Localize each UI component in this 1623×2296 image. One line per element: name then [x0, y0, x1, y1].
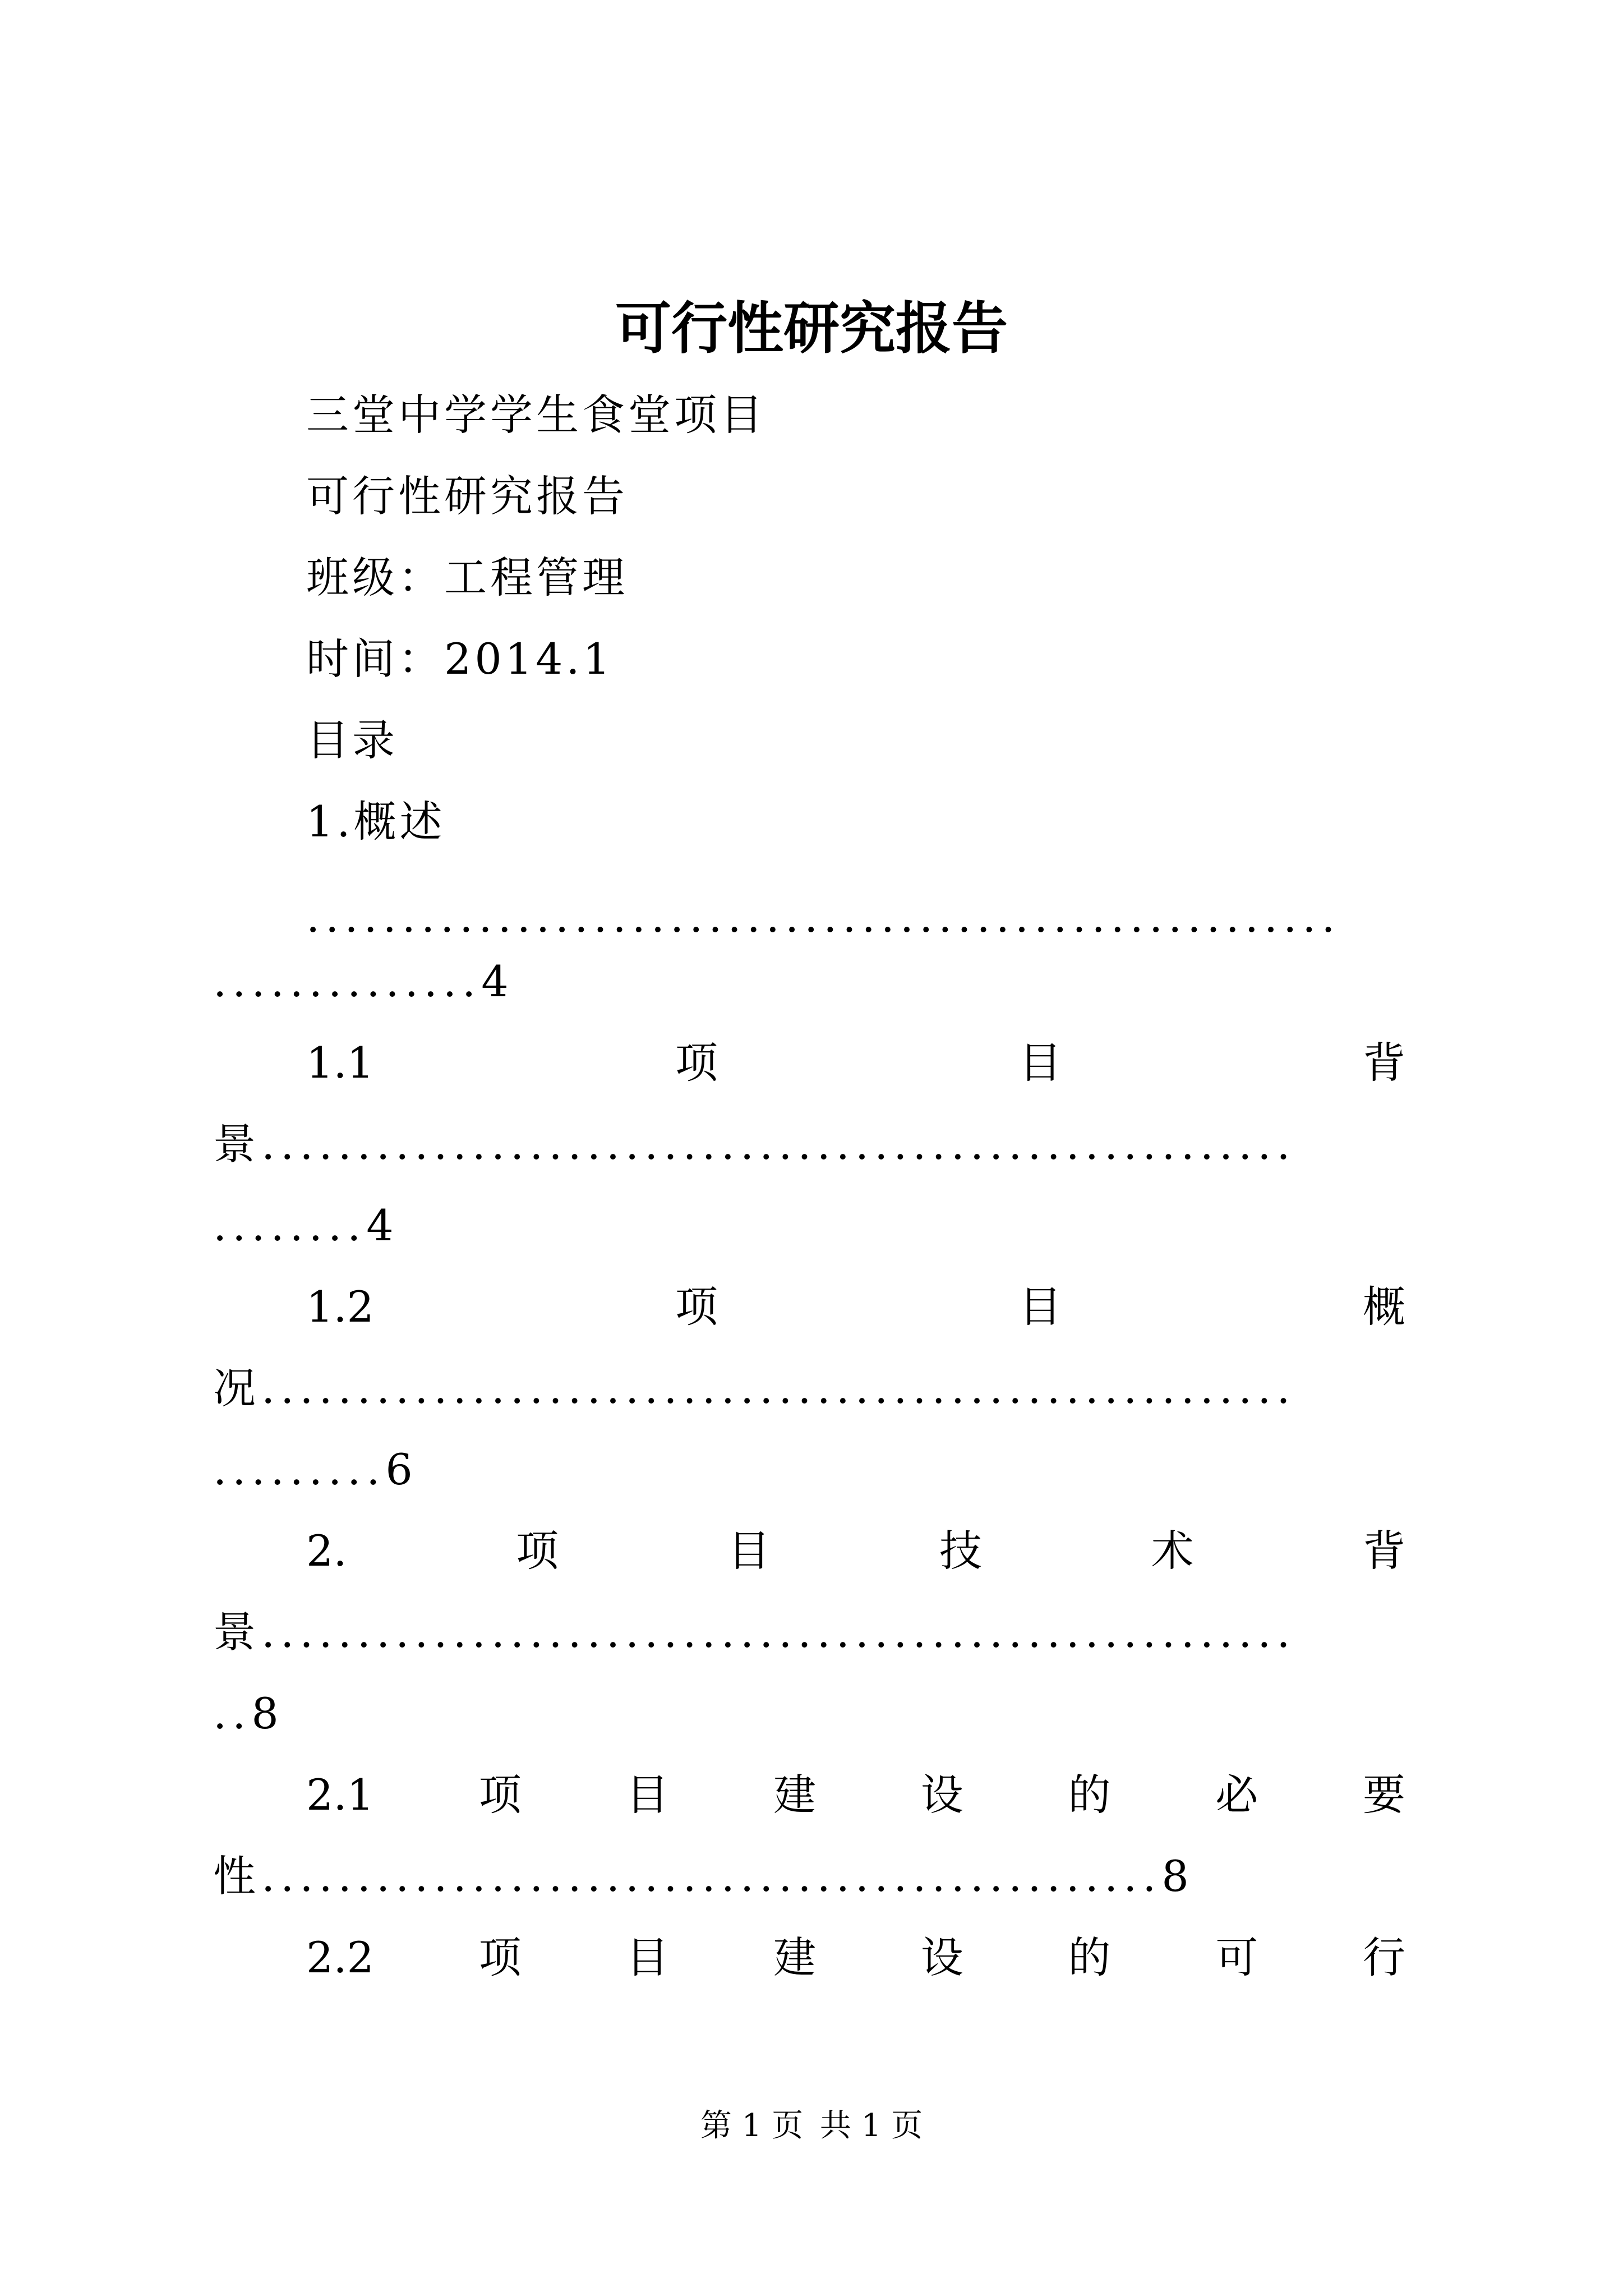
toc-item-2-1-leader: 性...............................................8	[213, 1851, 1195, 1901]
toc-item-1-2-line: 1.2 项 目 概	[306, 1282, 1405, 1332]
toc-item-2-1-line: 2.1 项 目 建 设 的 必 要	[306, 1770, 1405, 1820]
project-name: 三堂中学学生食堂项目	[306, 390, 766, 440]
toc-heading: 目录	[306, 715, 398, 765]
report-subtitle: 可行性研究报告	[306, 471, 628, 521]
toc-item-1-page: ..............4	[213, 956, 514, 1006]
toc-item-2-leader: 景......................................................	[213, 1607, 1296, 1657]
toc-item-1-1-line: 1.1 项 目 背	[306, 1038, 1405, 1088]
page-footer	[0, 2101, 1623, 2151]
time-line: 时间：2014.1	[306, 634, 614, 684]
toc-item-1-label: 1.概述	[306, 797, 446, 846]
toc-item-1-1-leader: 景......................................................	[213, 1119, 1296, 1169]
toc-item-1-2-leader: 况......................................................	[213, 1363, 1296, 1413]
toc-item-1-leader: ......................................................	[306, 892, 1341, 942]
toc-item-2-line: 2. 项 目 技 术 背	[306, 1526, 1405, 1576]
page-number: 第 1 页	[700, 2108, 804, 2144]
toc-item-2-2-line: 2.2 项 目 建 设 的 可 行	[306, 1932, 1405, 1982]
toc-item-2-page: ..8	[213, 1688, 284, 1738]
document-title: 可行性研究报告	[615, 295, 1008, 361]
toc-item-1-2-page: .........6	[213, 1444, 418, 1494]
toc-item-1-1-page: ........4	[213, 1200, 399, 1250]
page-total: 共 1 页	[819, 2108, 923, 2144]
class-line: 班级：工程管理	[306, 553, 628, 602]
